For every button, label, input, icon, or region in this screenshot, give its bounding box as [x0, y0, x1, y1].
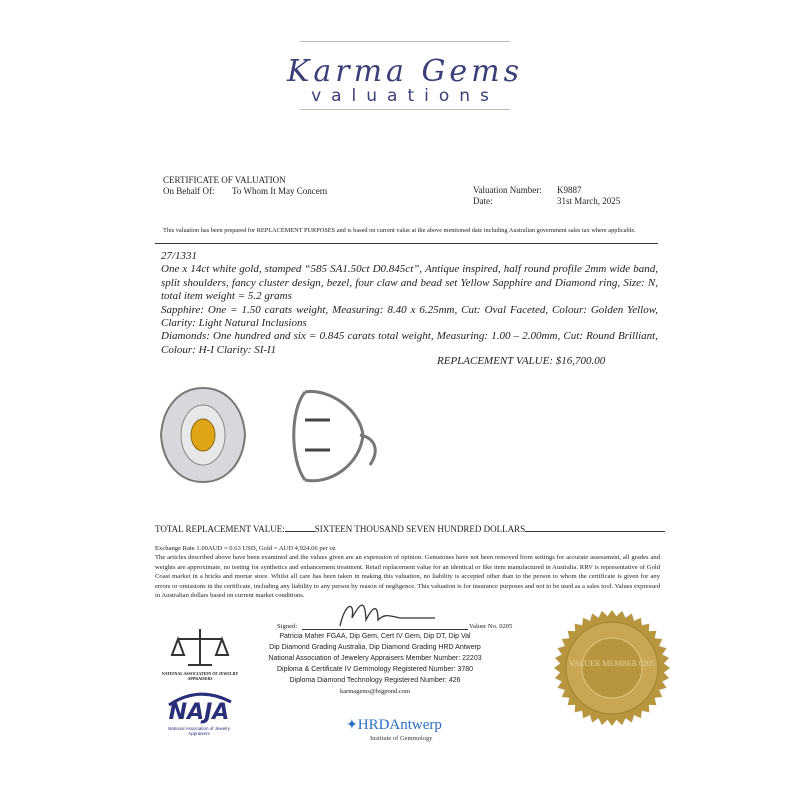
item-description — [161, 250, 658, 357]
logo-sub: valuations — [311, 86, 499, 106]
date-label: Date: — [473, 196, 493, 206]
ornament-top — [300, 41, 510, 53]
valuation-number: K9887 — [557, 185, 582, 195]
credential: National Association of Jewelery Appraisers Member Number: 22203 — [268, 655, 482, 662]
naja-logo: NAJA — [168, 700, 230, 725]
naja-scale-caption: NATIONAL ASSOCIATION OF JEWELRY APPRAISERS — [161, 671, 239, 681]
hrd-name: HRDAntwerp — [357, 717, 442, 733]
disclaimer: The articles described above have been examined and the values given are an expression of opinion. Gemstones have not been removed from settings for accurate assessment, all grades and weights are approximate, no testing for synthetics and enhancement treatment. Retail replacement value for an identical or like item manufactured in Australia. RRV is representative of Gold Coast market in a bricks and mortar store. Whilst all care has been taken in making this valuation, no liability is accepted other than to the person to whom the certificate is given for any errors or omissions in the certificate, including any liability to any person by reason of negligence. This valuation is for insurance purposes and not to be used as a sales tool. Values expressed in Australian dollars based on current market conditions. — [155, 554, 660, 600]
signed-label: Signed: — [277, 623, 298, 630]
valuer-number: Valuer No. 0205 — [469, 623, 513, 630]
exchange-rate: Exchange Rate 1.00AUD = 0.63 USD, Gold = AUD 4,924.06 per oz — [155, 545, 336, 552]
purpose-statement: This valuation has been prepared for REPLACEMENT PURPOSES and is based on current value at the above mentioned date including Australian government sales tax where applicable. — [163, 227, 636, 234]
signature — [330, 598, 440, 630]
date-value: 31st March, 2025 — [557, 196, 621, 206]
credentials — [255, 631, 495, 697]
diamonds-text: Diamonds: One hundred and six = 0.845 carats total weight, Measuring: 1.00 – 2.00mm, Cut: Round Brilliant, Colour: H-I Clarity: SI-I1 — [161, 330, 658, 356]
hrd-logo — [346, 718, 442, 733]
sapphire-text: Sapphire: One = 1.50 carats weight, Measuring: 8.40 x 6.25mm, Cut: Oval Faceted, Colour: Golden Yellow, Clarity: Light Natural Inclusions — [161, 303, 658, 330]
divider — [155, 243, 658, 244]
email: karmagems@bigpond.com — [339, 688, 411, 695]
behalf-value: To Whom It May Concern — [232, 186, 328, 196]
certificate-title: CERTIFICATE OF VALUATION — [163, 175, 286, 185]
hrd-caption: Institute of Gemmology — [370, 735, 433, 742]
total-replacement — [155, 524, 665, 535]
credential: Diploma Diamond Technology Registered Number: 426 — [289, 677, 461, 684]
replacement-value: REPLACEMENT VALUE: $16,700.00 — [437, 355, 606, 367]
ring-detail — [305, 420, 330, 450]
star-icon: ✦ — [346, 718, 358, 733]
ring-side-view — [294, 392, 375, 481]
credential: Diploma & Certificate IV Gemmology Registered Number: 3780 — [276, 666, 474, 673]
ring-photo — [155, 380, 385, 490]
total-value: SIXTEEN THOUSAND SEVEN HUNDRED DOLLARS — [314, 524, 526, 534]
gold-seal — [552, 608, 672, 728]
logo-brand: Karma Gems — [286, 54, 524, 89]
total-label: TOTAL REPLACEMENT VALUE: — [155, 524, 285, 534]
seal-center: VALUER MEMBER 0205 — [568, 659, 656, 668]
item-text: One x 14ct white gold, stamped “585 SA1.50ct D0.845ct”, Antique inspired, half round profile 2mm wide band, split shoulders, fancy cluster design, bezel, four claw and bead set Yellow Sapphire and Diamond ring, Size: N, total item weight = 5.2 grams — [161, 263, 658, 303]
naja-caption: National Association of Jewelry Appraisers — [167, 726, 231, 736]
item-ref: 27/1331 — [161, 250, 198, 262]
valuation-number-label: Valuation Number: — [473, 185, 542, 195]
yellow-sapphire — [191, 419, 215, 451]
karma-gems-logo — [260, 35, 550, 115]
behalf-label: On Behalf Of: — [163, 186, 215, 196]
credential: Dip Diamond Grading Australia, Dip Diamond Grading HRD Antwerp — [269, 644, 481, 651]
credential: Patricia Maher FGAA, Dip Gem, Cert IV Gem, Dip DT, Dip Val — [279, 633, 471, 640]
ornament-bottom — [300, 109, 510, 121]
scales-icon — [170, 627, 230, 667]
